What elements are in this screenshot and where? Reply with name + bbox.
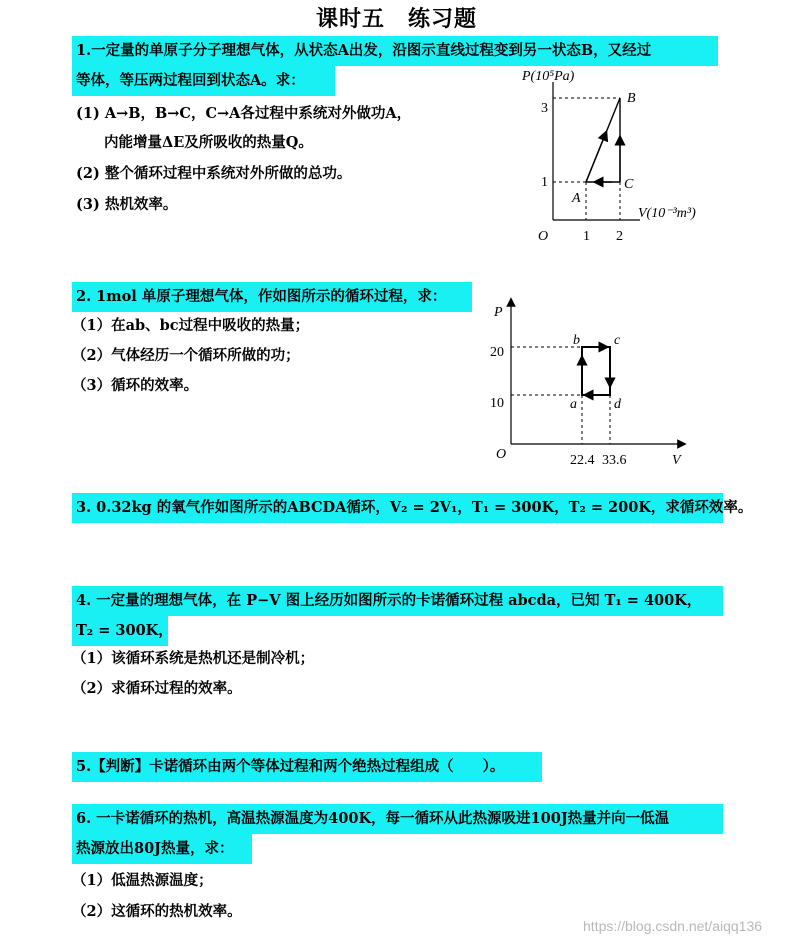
q4-sub1: （1）该循环系统是热机还是制冷机；	[72, 650, 315, 667]
q2-x-axis-label: V	[672, 453, 681, 468]
q2-line1: 2. 1mol 单原子理想气体，作如图所示的循环过程，求：	[72, 282, 472, 312]
q2-x-tick-22-4: 22.4	[570, 453, 595, 468]
q1-y-axis-label: P(10⁵Pa)	[522, 69, 575, 84]
q2-y-axis-label: P	[494, 305, 503, 320]
q2-x-tick-33-6: 33.6	[602, 453, 627, 468]
q1-y-tick-3: 3	[541, 101, 548, 116]
q2-sub3: （3）循环的效率。	[72, 377, 199, 394]
q4-line2: T₂ = 300K，	[72, 616, 168, 646]
q2-sub1: （1）在ab、bc过程中吸收的热量；	[72, 317, 310, 334]
q2-point-d: d	[614, 397, 621, 412]
q1-point-B: B	[627, 91, 636, 106]
q4-sub2: （2）求循环过程的效率。	[72, 680, 242, 697]
q2-y-tick-10: 10	[490, 396, 504, 411]
q1-sub2: (2) 整个循环过程中系统对外所做的总功。	[76, 165, 352, 182]
q2-sub2: （2）气体经历一个循环所做的功；	[72, 347, 300, 364]
q2-point-b: b	[573, 333, 580, 348]
q1-arrow-AB	[586, 135, 605, 182]
q6-line1: 6. 一卡诺循环的热机，高温热源温度为400K，每一循环从此热源吸进100J热量并向一低温	[72, 804, 723, 834]
q2-origin: O	[496, 447, 507, 462]
q1-point-A: A	[572, 191, 581, 206]
q1-y-tick-1: 1	[541, 175, 548, 190]
q1-sub3: (3) 热机效率。	[76, 196, 178, 213]
q1-sub1b: 内能增量ΔE及所吸收的热量Q。	[104, 134, 313, 151]
q2-pv-diagram	[488, 298, 688, 468]
q1-x-axis-label: V(10⁻³m³)	[638, 206, 696, 221]
q2-point-a: a	[570, 397, 577, 412]
q1-pv-diagram	[520, 60, 720, 250]
q1-point-C: C	[624, 177, 634, 192]
q3-line1: 3. 0.32kg 的氧气作如图所示的ABCDA循环，V₂ = 2V₁，T₁ = 300K，T₂ = 200K，求循环效率。	[72, 493, 723, 523]
q1-x-tick-1: 1	[583, 229, 590, 244]
page-title: 课时五 练习题	[315, 6, 477, 32]
q5-line1: 5.【判断】卡诺循环由两个等体过程和两个绝热过程组成（ ）。	[72, 752, 542, 782]
q2-y-tick-20: 20	[490, 345, 504, 360]
q6-sub1: （1）低温热源温度；	[72, 872, 213, 889]
q6-sub2: （2）这循环的热机效率。	[72, 903, 242, 920]
q1-sub1a: (1) A→B，B→C，C→A各过程中系统对外做功A，	[76, 105, 412, 122]
watermark: https://blog.csdn.net/aiqq136	[583, 918, 763, 934]
q1-x-tick-2: 2	[616, 229, 623, 244]
q1-line1: 1.一定量的单原子分子理想气体，从状态A出发，沿图示直线过程变到另一状态B，又经过	[72, 36, 718, 66]
q2-cycle	[582, 347, 610, 395]
q2-point-c: c	[614, 333, 621, 348]
q1-origin: O	[538, 229, 549, 244]
q4-line1: 4. 一定量的理想气体，在 P−V 图上经历如图所示的卡诺循环过程 abcda，已知 T₁ = 400K，	[72, 586, 723, 616]
q6-line2: 热源放出80J热量，求：	[72, 834, 252, 864]
q1-line2: 等体，等压两过程回到状态A。求：	[72, 66, 335, 96]
